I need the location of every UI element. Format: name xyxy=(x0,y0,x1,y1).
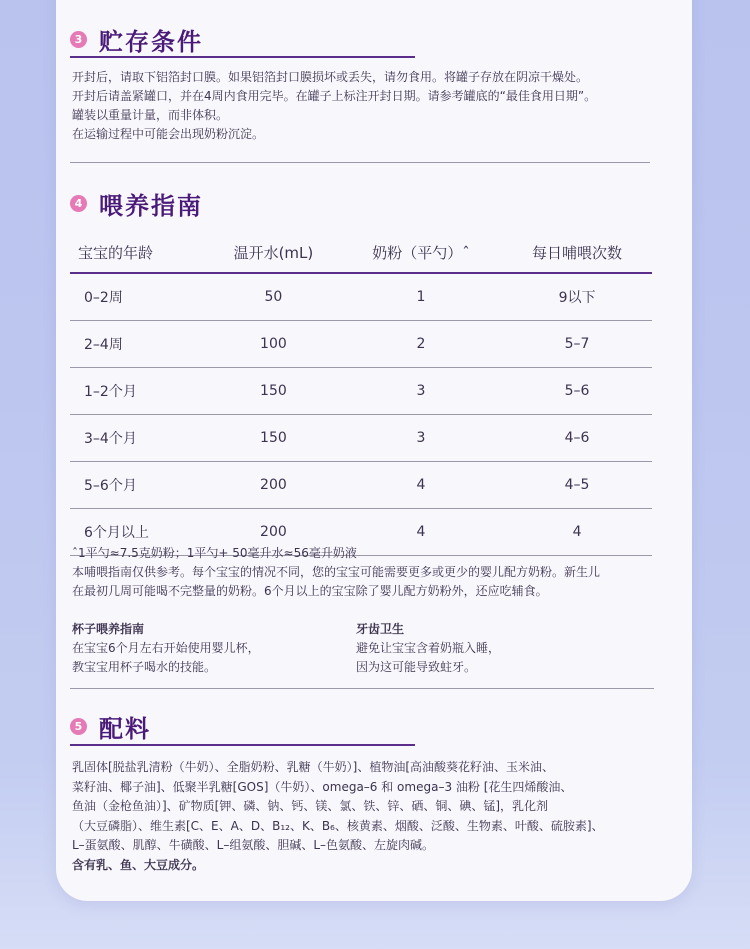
table-row xyxy=(70,273,652,321)
table-row xyxy=(70,368,652,415)
ingredients-line: （大豆磷脂）、维生素[C、E、A、D、B₁₂、K、B₆、核黄素、烟酸、泛酸、生物素、叶酸、硫胺素]、 xyxy=(72,818,604,833)
cell-water: 200 xyxy=(207,509,340,556)
cell-age: 2–4周 xyxy=(70,321,207,368)
cell-water: 150 xyxy=(207,368,340,415)
divider xyxy=(70,162,650,163)
cell-feeds: 9以下 xyxy=(502,273,652,321)
cell-feeds: 5–6 xyxy=(502,368,652,415)
storage-line: 罐装以重量计量，而非体积。 xyxy=(72,108,229,122)
column-header-water: 温开水(mL) xyxy=(207,232,340,273)
feeding-heading xyxy=(70,186,203,221)
cup-feeding-title: 杯子喂养指南 xyxy=(72,622,145,636)
column-header-scoops: 奶粉（平勺）ˆ xyxy=(340,232,502,273)
cup-feeding-line: 在宝宝6个月左右开始使用婴儿杯， xyxy=(72,641,260,655)
section-number-badge: 5 xyxy=(70,718,87,735)
ingredients-line: 鱼油（金枪鱼油）]、矿物质[钾、磷、钠、钙、镁、氯、铁、锌、硒、铜、碘、锰]，乳化剂 xyxy=(72,799,549,813)
dental-hygiene-title: 牙齿卫生 xyxy=(356,622,405,636)
feeding-notes xyxy=(72,544,600,601)
scoop-footnote: ˆ1平勺≈7.5克奶粉；1平勺+ 50毫升水≈56毫升奶液 xyxy=(72,546,357,560)
feeding-table xyxy=(70,232,652,556)
cell-age: 6个月以上 xyxy=(70,509,207,556)
ingredients-line: 菜籽油、椰子油]、低聚半乳糖[GOS]（牛奶）、omega–6 和 omega–3 油粉 [花生四烯酸油、 xyxy=(72,779,573,794)
table-row xyxy=(70,462,652,509)
cup-feeding-line: 教宝宝用杯子喝水的技能。 xyxy=(72,660,217,674)
storage-line: 在运输过程中可能会出现奶粉沉淀。 xyxy=(72,127,265,141)
cell-scoops: 4 xyxy=(340,509,502,556)
section-number-badge: 3 xyxy=(70,31,87,48)
cell-feeds: 5–7 xyxy=(502,321,652,368)
cell-scoops: 4 xyxy=(340,462,502,509)
section-title: 喂养指南 xyxy=(99,192,203,220)
dental-hygiene-block xyxy=(356,620,500,677)
cell-water: 150 xyxy=(207,415,340,462)
cell-feeds: 4 xyxy=(502,509,652,556)
allergen-statement: 含有乳、鱼、大豆成分。 xyxy=(72,857,205,872)
section-title: 贮存条件 xyxy=(99,28,203,56)
storage-text xyxy=(72,68,596,144)
storage-heading xyxy=(70,22,203,57)
cell-water: 100 xyxy=(207,321,340,368)
cup-feeding-block xyxy=(72,620,260,677)
cell-age: 1–2个月 xyxy=(70,368,207,415)
cell-feeds: 4–6 xyxy=(502,415,652,462)
storage-line: 开封后，请取下铝箔封口膜。如果铝箔封口膜损坏或丢失，请勿食用。将罐子存放在阴凉干燥处。 xyxy=(72,70,589,84)
ingredients-heading xyxy=(70,709,151,744)
feeding-note-line: 在最初几周可能喝不完整量的奶粉。6个月以上的宝宝除了婴儿配方奶粉外，还应吃辅食。 xyxy=(72,584,548,598)
cell-water: 50 xyxy=(207,273,340,321)
section-number-badge: 4 xyxy=(70,195,87,212)
cell-scoops: 3 xyxy=(340,368,502,415)
feeding-note-line: 本哺喂指南仅供参考。每个宝宝的情况不同，您的宝宝可能需要更多或更少的婴儿配方奶粉。新生儿 xyxy=(72,565,601,579)
cell-scoops: 3 xyxy=(340,415,502,462)
table-header-row xyxy=(70,232,652,273)
cell-scoops: 1 xyxy=(340,273,502,321)
cell-feeds: 4–5 xyxy=(502,462,652,509)
section-underline xyxy=(70,56,415,58)
dental-hygiene-line: 因为这可能导致蛀牙。 xyxy=(356,660,477,674)
storage-line: 开封后请盖紧罐口，并在4周内食用完毕。在罐子上标注开封日期。请参考罐底的“最佳食用日期”。 xyxy=(72,89,597,103)
section-title: 配料 xyxy=(99,715,151,743)
ingredients-line: 乳固体[脱盐乳清粉（牛奶）、全脂奶粉、乳糖（牛奶）]、植物油[高油酸葵花籽油、玉米油、 xyxy=(72,760,555,774)
cell-water: 200 xyxy=(207,462,340,509)
table-row xyxy=(70,321,652,368)
section-underline xyxy=(70,744,415,746)
column-header-feeds: 每日哺喂次数 xyxy=(502,232,652,273)
ingredients-line: L–蛋氨酸、肌醇、牛磺酸、L–组氨酸、胆碱、L–色氨酸、左旋肉碱。 xyxy=(72,838,435,852)
column-header-age: 宝宝的年龄 xyxy=(70,232,207,273)
cell-scoops: 2 xyxy=(340,321,502,368)
ingredients-text xyxy=(72,758,604,875)
cell-age: 0–2周 xyxy=(70,273,207,321)
table-row xyxy=(70,415,652,462)
divider xyxy=(70,688,654,689)
cell-age: 3–4个月 xyxy=(70,415,207,462)
cell-age: 5–6个月 xyxy=(70,462,207,509)
dental-hygiene-line: 避免让宝宝含着奶瓶入睡， xyxy=(356,641,501,655)
